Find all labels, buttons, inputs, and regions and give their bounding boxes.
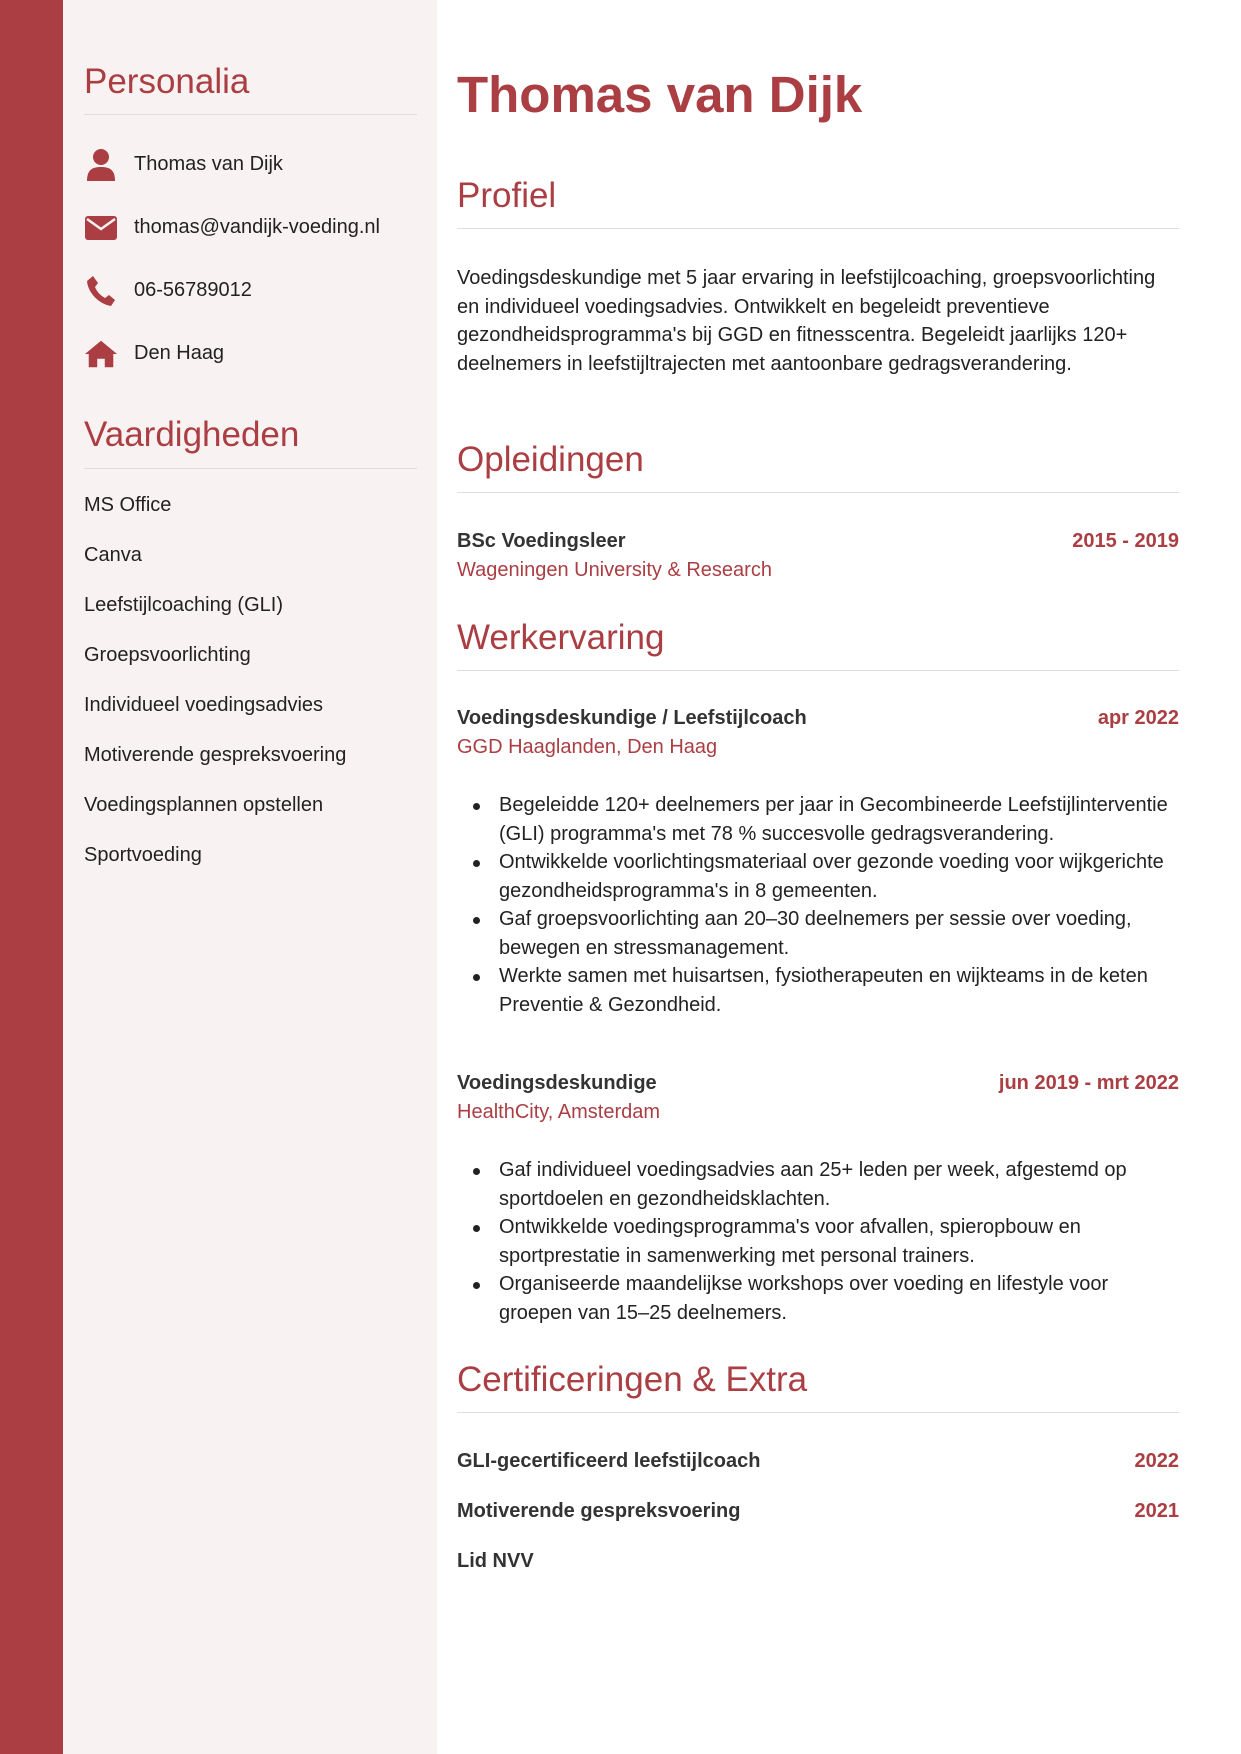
job-entry: [457, 707, 1179, 730]
personalia-heading: Personalia: [84, 62, 417, 115]
skill-item: Sportvoeding: [84, 843, 202, 866]
certification-title: Motiverende gespreksvoering: [457, 1500, 741, 1522]
bullet-item: Organiseerde maandelijkse workshops over voeding en lifestyle voor groepen van 15–25 deelnemers.: [499, 1270, 1179, 1327]
bullet-item: Werkte samen met huisartsen, fysiotherapeuten en wijkteams in de keten Preventie & Gezondheid.: [499, 962, 1179, 1019]
job-bullets: [457, 791, 1179, 1019]
contact-list: [84, 133, 417, 385]
job-company: HealthCity, Amsterdam: [457, 1101, 661, 1123]
contact-email: thomas@vandijk-voeding.nl: [84, 196, 417, 259]
sidebar: [63, 0, 437, 1754]
job-bullets: [457, 1156, 1179, 1327]
education-entry: [457, 530, 1179, 553]
skill-item: Groepsvoorlichting: [84, 643, 251, 666]
job-date: jun 2019 - mrt 2022: [998, 1072, 1179, 1094]
contact-phone: 06-56789012: [84, 259, 417, 322]
certification-title: Lid NVV: [457, 1550, 534, 1572]
job-title: Voedingsdeskundige: [457, 1072, 657, 1094]
bullet-item: Ontwikkelde voorlichtingsmateriaal over gezonde voeding voor wijkgerichte gezondheidsprogramma's in 8 gemeenten.: [499, 848, 1179, 905]
degree-title: BSc Voedingsleer: [457, 530, 626, 552]
profile-heading: Profiel: [457, 176, 1179, 229]
bullet-item: Gaf individueel voedingsadvies aan 25+ leden per week, afgestemd op sportdoelen en gezondheidsklachten.: [499, 1156, 1179, 1213]
skill-item: Canva: [84, 543, 142, 566]
bullet-item: Begeleidde 120+ deelnemers per jaar in Gecombineerde Leefstijlinterventie (GLI) programma's met 78 % succesvolle gedragsverandering.: [499, 791, 1179, 848]
job-company: GGD Haaglanden, Den Haag: [457, 736, 718, 758]
certification-entry: [457, 1450, 1179, 1473]
job-entry: [457, 1072, 1179, 1095]
accent-stripe: [0, 0, 63, 1754]
skill-item: Voedingsplannen opstellen: [84, 793, 324, 816]
job-title: Voedingsdeskundige / Leefstijlcoach: [457, 707, 807, 729]
job-date: apr 2022: [1097, 707, 1179, 729]
candidate-name: Thomas van Dijk: [457, 66, 863, 123]
contact-name: Thomas van Dijk: [84, 133, 417, 196]
certification-date: 2022: [1134, 1450, 1179, 1472]
certifications-heading: Certificeringen & Extra: [457, 1360, 1179, 1413]
bullet-item: Gaf groepsvoorlichting aan 20–30 deelnemers per sessie over voeding, bewegen en stressmanagement.: [499, 905, 1179, 962]
certification-entry: [457, 1500, 1179, 1523]
skill-item: Individueel voedingsadvies: [84, 693, 324, 716]
skill-list: [84, 493, 417, 893]
phone-icon: [84, 274, 118, 308]
institution: Wageningen University & Research: [457, 559, 772, 581]
certification-entry: [457, 1550, 1179, 1573]
experience-heading: Werkervaring: [457, 618, 1179, 671]
contact-location: Den Haag: [84, 322, 417, 385]
envelope-icon: [84, 211, 118, 245]
skill-item: Leefstijlcoaching (GLI): [84, 593, 283, 616]
profile-text: Voedingsdeskundige met 5 jaar ervaring in leefstijlcoaching, groepsvoorlichting en individueel voedingsadvies. Ontwikkelt en begeleidt preventieve gezondheidsprogramma's bij GGD en fitnesscentra. Begeleidt jaarlijks 120+ deelnemers in leefstijltrajecten met aantoonbare gedragsverandering.: [457, 267, 1156, 375]
education-heading: Opleidingen: [457, 440, 1179, 493]
skills-heading: Vaardigheden: [84, 415, 417, 468]
certification-title: GLI-gecertificeerd leefstijlcoach: [457, 1450, 761, 1472]
user-icon: [84, 148, 118, 182]
skill-item: MS Office: [84, 493, 172, 516]
bullet-item: Ontwikkelde voedingsprogramma's voor afvallen, spieropbouw en sportprestatie in samenwerking met personal trainers.: [499, 1213, 1179, 1270]
skill-item: Motiverende gespreksvoering: [84, 743, 347, 766]
certification-date: 2021: [1134, 1500, 1179, 1522]
degree-date: 2015 - 2019: [1072, 530, 1179, 552]
home-icon: [84, 337, 118, 371]
